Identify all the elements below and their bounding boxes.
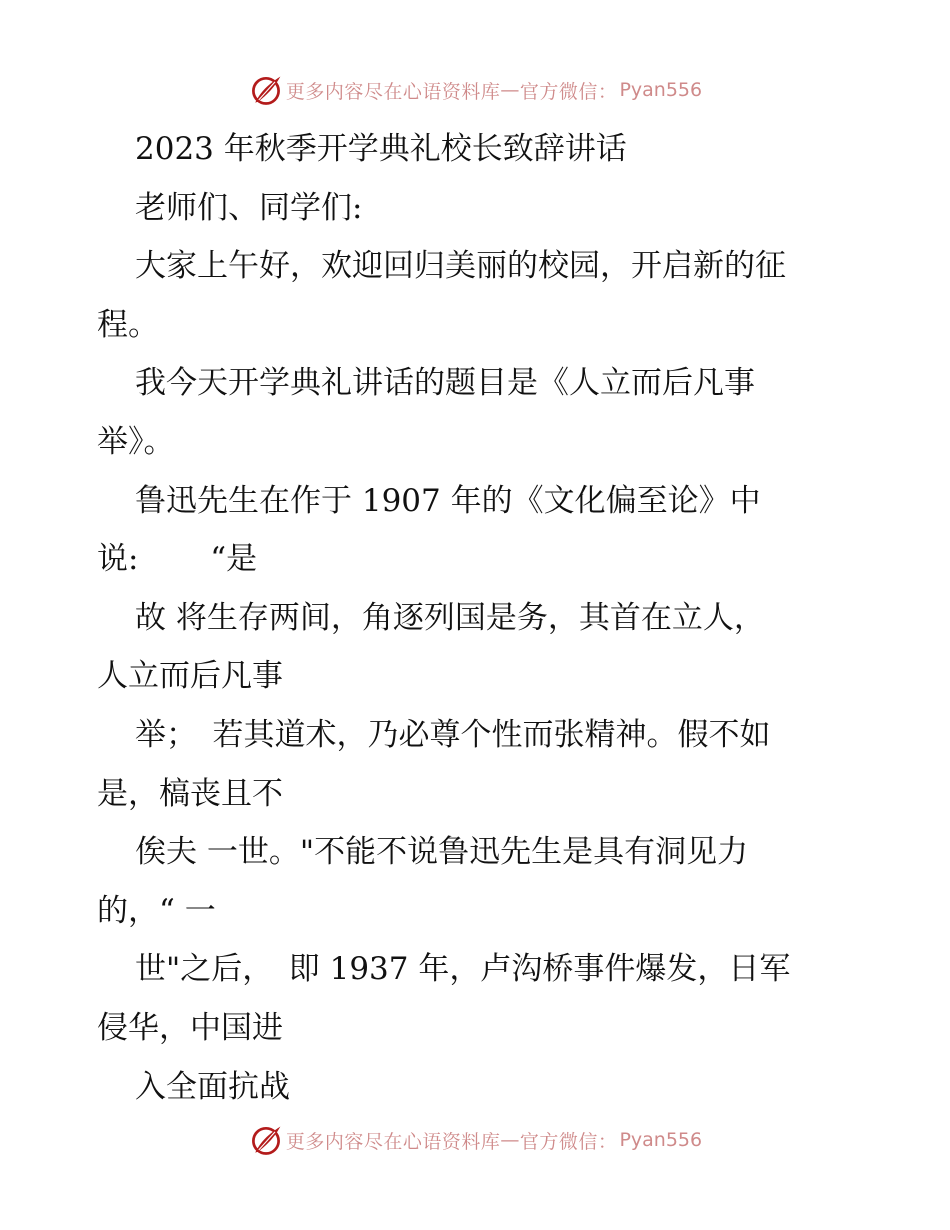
text-line: 入全面抗战: [135, 1068, 290, 1105]
quill-logo-icon: [248, 72, 284, 108]
text-line: 说: “是: [97, 541, 258, 578]
banner-dash: —: [500, 1129, 520, 1151]
text-line: 侵华，中国进: [97, 1009, 283, 1046]
banner-dash: —: [500, 79, 520, 101]
text-line: 老师们、同学们:: [135, 189, 363, 226]
header-banner: [0, 68, 950, 112]
text-line: 程。: [97, 306, 159, 343]
text-line: 俟夫 一世。"不能不说鲁迅先生是具有洞见力: [135, 834, 749, 871]
text-line: 是，槁丧且不: [97, 775, 283, 812]
document-body: [97, 120, 857, 1116]
text-line: 我今天开学典礼讲话的题目是《人立而后凡事: [135, 365, 755, 402]
banner-wechat-label: 官方微信：: [519, 80, 618, 103]
banner-wechat-label: 官方微信：: [519, 1130, 618, 1153]
quill-logo-icon: [248, 1122, 284, 1158]
text-line: 人立而后凡事: [97, 658, 283, 695]
text-line: 故 将生存两间，角逐列国是务，其首在立人，: [135, 599, 765, 636]
text-line: 鲁迅先生在作于 1907 年的《文化偏至论》中: [135, 482, 761, 519]
banner-wechat-id: Pyan556: [619, 79, 703, 101]
banner-wechat-id: Pyan556: [619, 1129, 703, 1151]
text-line: 世"之后， 即 1937 年，卢沟桥事件爆发，日军: [135, 951, 791, 988]
text-line: 2023 年秋季开学典礼校长致辞讲话: [135, 131, 627, 167]
text-line: 的，“ 一: [97, 892, 216, 929]
text-line: 举； 若其道术，乃必尊个性而张精神。假不如: [135, 716, 771, 753]
text-line: 举》。: [97, 423, 175, 460]
banner-text: 更多内容尽在心语资料库: [285, 1130, 501, 1153]
footer-banner: [0, 1118, 950, 1162]
text-line: 大家上午好，欢迎回归美丽的校园，开启新的征: [135, 248, 786, 285]
banner-text: 更多内容尽在心语资料库: [285, 80, 501, 103]
